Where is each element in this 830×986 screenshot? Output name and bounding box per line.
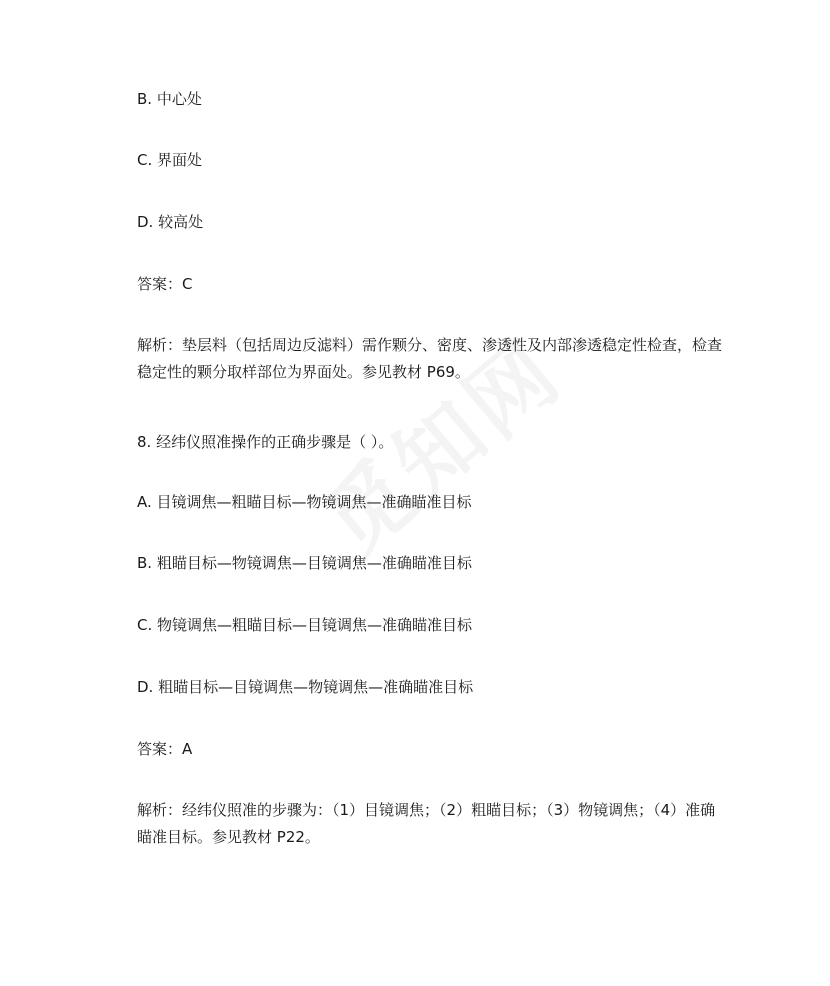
q7-answer: 答案：C [137,275,193,293]
q8-option-c: C. 物镜调焦—粗瞄目标—目镜调焦—准确瞄准目标 [137,616,473,634]
q7-analysis: 解析：垫层料（包括周边反滤料）需作颗分、密度、渗透性及内部渗透稳定性检查，检查稳定性的颗分取样部位为界面处。参见教材 P69。 [137,336,723,381]
q8-stem: 8. 经纬仪照准操作的正确步骤是（ ）。 [137,433,394,451]
q8-analysis: 解析：经纬仪照准的步骤为：（1）目镜调焦；（2）粗瞄目标；（3）物镜调焦；（4）准确瞄准目标。参见教材 P22。 [137,801,716,846]
q8-option-a: A. 目镜调焦—粗瞄目标—物镜调焦—准确瞄准目标 [137,493,472,511]
q8-option-b: B. 粗瞄目标—物镜调焦—目镜调焦—准确瞄准目标 [137,554,472,572]
q7-option-c: C. 界面处 [137,151,203,169]
q7-option-d: D. 较高处 [137,213,204,231]
q7-option-b: B. 中心处 [137,90,202,108]
q8-answer: 答案：A [137,740,193,758]
q8-option-d: D. 粗瞄目标—目镜调焦—物镜调焦—准确瞄准目标 [137,678,474,696]
